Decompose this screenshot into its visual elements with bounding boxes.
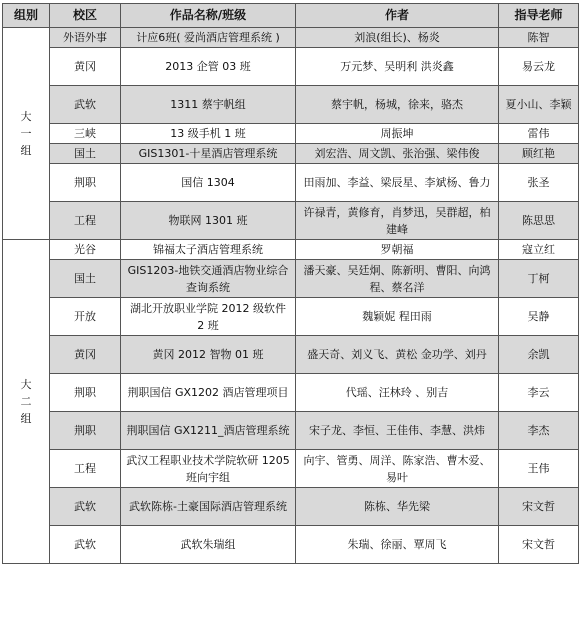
- campus-cell: 开放: [50, 298, 121, 336]
- teacher-cell: 李云: [499, 374, 579, 412]
- authors-cell: 潘天豪、吴廷炯、陈新明、曹阳、向鸿程、蔡名洋: [296, 260, 499, 298]
- authors-cell: 朱瑞、徐丽、覃周飞: [296, 526, 499, 564]
- teacher-cell: 余凯: [499, 336, 579, 374]
- header-work: 作品名称/班级: [121, 4, 296, 28]
- group-cell: 大一组: [3, 28, 50, 240]
- teacher-cell: 宋文哲: [499, 526, 579, 564]
- authors-cell: 代瑶、汪林玲 、别吉: [296, 374, 499, 412]
- campus-cell: 黄冈: [50, 336, 121, 374]
- campus-cell: 武软: [50, 526, 121, 564]
- teacher-cell: 丁柯: [499, 260, 579, 298]
- campus-cell: 国土: [50, 260, 121, 298]
- table-row: [3, 86, 579, 124]
- table-row: [3, 202, 579, 240]
- table-row: [3, 298, 579, 336]
- award-table: [2, 3, 579, 564]
- teacher-cell: 李杰: [499, 412, 579, 450]
- work-cell: 锦福太子酒店管理系统: [121, 240, 296, 260]
- work-cell: 物联网 1301 班: [121, 202, 296, 240]
- teacher-cell: 宋文哲: [499, 488, 579, 526]
- header-group: 组别: [3, 4, 50, 28]
- campus-cell: 荆职: [50, 374, 121, 412]
- authors-cell: 田雨加、李益、梁辰星、李斌杨、鲁力: [296, 164, 499, 202]
- table-row: [3, 412, 579, 450]
- table-row: [3, 526, 579, 564]
- campus-cell: 外语外事: [50, 28, 121, 48]
- teacher-cell: 陈智: [499, 28, 579, 48]
- authors-cell: 魏颖妮 程田雨: [296, 298, 499, 336]
- teacher-cell: 易云龙: [499, 48, 579, 86]
- teacher-cell: 张圣: [499, 164, 579, 202]
- work-cell: 国信 1304: [121, 164, 296, 202]
- authors-cell: 刘浪(组长)、杨炎: [296, 28, 499, 48]
- teacher-cell: 陈思思: [499, 202, 579, 240]
- work-cell: 荆职国信 GX1211_酒店管理系统: [121, 412, 296, 450]
- campus-cell: 国土: [50, 144, 121, 164]
- table-row: [3, 124, 579, 144]
- authors-cell: 许禄青，黄修育，肖梦迅，吴群超，柏建峰: [296, 202, 499, 240]
- group-cell: 大二组: [3, 240, 50, 564]
- table-row: [3, 240, 579, 260]
- header-teacher: 指导老师: [499, 4, 579, 28]
- teacher-cell: 雷伟: [499, 124, 579, 144]
- table-row: [3, 48, 579, 86]
- work-cell: GIS1301-十星酒店管理系统: [121, 144, 296, 164]
- authors-cell: 蔡宇帆，杨城，徐来，骆杰: [296, 86, 499, 124]
- campus-cell: 武软: [50, 86, 121, 124]
- campus-cell: 工程: [50, 450, 121, 488]
- work-cell: 计应6班( 爱尚酒店管理系统 ): [121, 28, 296, 48]
- authors-cell: 向宇、管勇、周洋、陈家浩、曹木爱、易叶: [296, 450, 499, 488]
- teacher-cell: 吴静: [499, 298, 579, 336]
- campus-cell: 光谷: [50, 240, 121, 260]
- work-cell: GIS1203-地铁交通酒店物业综合查询系统: [121, 260, 296, 298]
- authors-cell: 罗朝福: [296, 240, 499, 260]
- campus-cell: 三峡: [50, 124, 121, 144]
- authors-cell: 陈栋、华先梁: [296, 488, 499, 526]
- campus-cell: 荆职: [50, 412, 121, 450]
- authors-cell: 宋子龙、李恒、王佳伟、李慧、洪炜: [296, 412, 499, 450]
- header-campus: 校区: [50, 4, 121, 28]
- work-cell: 1311 蔡宇帆组: [121, 86, 296, 124]
- campus-cell: 黄冈: [50, 48, 121, 86]
- table-row: [3, 336, 579, 374]
- table-row: [3, 374, 579, 412]
- authors-cell: 刘宏浩、周文凯、张治强、梁伟俊: [296, 144, 499, 164]
- teacher-cell: 夏小山、李颖: [499, 86, 579, 124]
- authors-cell: 周振坤: [296, 124, 499, 144]
- authors-cell: 盛天奇、刘义飞、黄松 金功学、刘丹: [296, 336, 499, 374]
- campus-cell: 武软: [50, 488, 121, 526]
- work-cell: 湖北开放职业学院 2012 级软件 2 班: [121, 298, 296, 336]
- teacher-cell: 顾红艳: [499, 144, 579, 164]
- table-row: [3, 488, 579, 526]
- table-body: [3, 28, 579, 564]
- table-row: [3, 260, 579, 298]
- header-authors: 作者: [296, 4, 499, 28]
- table-row: [3, 28, 579, 48]
- table-row: [3, 450, 579, 488]
- work-cell: 2013 企管 03 班: [121, 48, 296, 86]
- work-cell: 黄冈 2012 智物 01 班: [121, 336, 296, 374]
- campus-cell: 荆职: [50, 164, 121, 202]
- teacher-cell: 寇立红: [499, 240, 579, 260]
- work-cell: 武汉工程职业技术学院软研 1205 班向宇组: [121, 450, 296, 488]
- authors-cell: 万元梦、吴明利 洪炎鑫: [296, 48, 499, 86]
- header-row: [3, 4, 579, 28]
- work-cell: 荆职国信 GX1202 酒店管理项目: [121, 374, 296, 412]
- teacher-cell: 王伟: [499, 450, 579, 488]
- table-row: [3, 144, 579, 164]
- work-cell: 13 级手机 1 班: [121, 124, 296, 144]
- work-cell: 武软陈栋-土豪国际酒店管理系统: [121, 488, 296, 526]
- work-cell: 武软朱瑞组: [121, 526, 296, 564]
- campus-cell: 工程: [50, 202, 121, 240]
- table-row: [3, 164, 579, 202]
